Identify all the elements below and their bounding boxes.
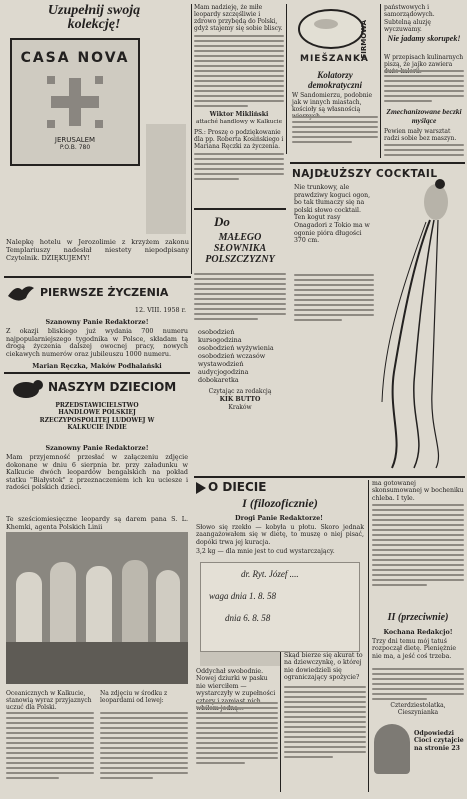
dictionary-word: osobodzień wyżywienia (198, 344, 274, 353)
wishes-signature: Marian Ręczka, Maków Podhalański (32, 362, 162, 370)
children-salutation: Szanowny Panie Redaktorze! (45, 444, 149, 452)
diet-sub: I (filozoficznie) (242, 496, 318, 510)
dictionary-word: osobodzień (198, 328, 235, 337)
dictionary-reader: Czytając za redakcją (208, 388, 272, 396)
collection-section (4, 4, 190, 236)
diet-salutation: Drogi Panie Redaktorze! (235, 514, 323, 522)
answer-note: Odpowiedzi Cioci czytajcie na stronie 23 (414, 730, 464, 752)
diet-body: Słowo się rzekło — kobyła u płotu. Skoro jednak zaangażowałem się w dietę, to muszę o niej pisać, dopóki trwa jej kuracja. (196, 524, 364, 546)
letter-sig-role: attaché handlowy w Kalkucie (195, 118, 283, 125)
przeciwnie-signature: Czterdziestolatka, Cieszynianka (390, 702, 446, 716)
dictionary-word: wystawodzień (198, 360, 244, 369)
wishes-title: PIERWSZE ŻYCZENIA (40, 286, 169, 299)
children-title: NASZYM DZIECIOM (48, 380, 177, 394)
column-rule (191, 4, 192, 274)
strip-text: państwowych i samorządowych. (384, 4, 435, 18)
children-body: Mam przyjemność przesłać w załączeniu zdjęcie dokonane w dniu 6 sierpnia br. przy załadunku w Kalkucie dwóch leopardów bengalskich na pokład statku "Białystok" z przeznaczeniem ich ku uciesze i radości polskich dzieci. (6, 453, 188, 492)
wishes-body: Z okazji bliskiego już wydania 700 numeru najpopularniejszego tygodnika w Polsce, składam tą drogą życzenia dalszej owocnej pracy, nowych ciekawych numerów oraz jubileuszu 1000 numeru. (6, 327, 188, 358)
kolatorzy-text: W Sandomierzu, podobnie jak w innych miastach, kościoły są własnością (292, 92, 373, 113)
dictionary-word: audycjogodzina (198, 368, 249, 377)
przeciwnie-body: Trzy dni temu mój tatuś rozpoczął dietę. Pieniężnie nie ma, a jeść coś trzeba. (372, 638, 457, 660)
wishes-section (4, 280, 190, 366)
scale-ticket (200, 562, 360, 652)
przeciwnie-salutation: Kochana Redakcjo! (383, 628, 453, 636)
lemon-icon (296, 6, 366, 52)
dictionary-word: dobokaretka (198, 376, 239, 385)
wishes-salutation: Szanowny Panie Redaktorze! (45, 318, 149, 326)
girl-portrait (374, 724, 410, 774)
letter-signature: Wiktor Mikliński (209, 111, 269, 118)
beczki-heading: Zmechanizowane beczki myślące (386, 107, 462, 125)
brand-side: FIRMOWA (360, 20, 368, 59)
collection-heading: Uzupełnij swoją kolekcję! (47, 4, 141, 32)
leopard-icon (10, 378, 44, 400)
brand-title: MIEŠZANKA (300, 54, 369, 64)
hotel-label (10, 38, 140, 166)
cocktail-title: NAJDŁUŻSZY COCKTAIL (292, 168, 438, 180)
skorupki-heading: Nie jadamy skorupek! (387, 34, 461, 43)
label-city: JERUSALEM (54, 135, 96, 144)
dictionary-title: MAŁEGO SŁOWNIKA POLSZCZYZNY (205, 232, 275, 266)
dictionary-city: Kraków (228, 403, 252, 411)
attache-letter (194, 4, 284, 206)
children-section (4, 372, 190, 796)
arrow-right-icon (196, 482, 206, 494)
dictionary-signature: KIK BUTTO (219, 395, 261, 403)
diet-title: O DIECIE (208, 480, 267, 494)
loading-photo (6, 532, 188, 684)
handwriting-line-1: dr. Ryt. Józef .... (241, 569, 299, 579)
dictionary-section (194, 208, 286, 474)
dictionary-words (194, 328, 286, 384)
beczki-text: Pewien mały warsztat radzi sobie bez maszyn. (384, 128, 457, 142)
letter-body (194, 35, 284, 107)
dictionary-word: osobodzień wczasów (198, 352, 266, 361)
man-photo (200, 652, 280, 666)
strip-text-2: Subtelną aluzję wyczuwamy. (384, 19, 431, 33)
kolatorzy-heading: Kolatorzy demokratyczni (308, 70, 362, 90)
cocktail-section (290, 162, 465, 474)
wishes-date: 12. VIII. 1958 r. (134, 306, 186, 314)
collection-caption: Nalepkę hotelu w Jerozolimie z krzyżem zakonu Templariuszy nadesłał niestety niepodpisany Czytelnik. DZIĘKUJEMY! (6, 238, 189, 262)
children-body-2: Te sześciomiesięczne leopardy są darem pana S. L. Khemki, agenta Polskich Linii (6, 515, 188, 531)
dark-stripe (146, 124, 186, 234)
cocktail-text: Nie trunkowy, ale prawdziwy koguci ogon, bo tak tłumaczy się na polski słowo cocktail. Ten kogut rasy Onagadori z Tokio ma w ogonie pióra długości 370 cm. (294, 184, 371, 245)
przeciwnie-title: II (przeciwnie) (387, 612, 449, 623)
dictionary-word: kursogodzina (198, 336, 242, 345)
handwriting-line-2: waga dnia 1. 8. 58 (209, 591, 277, 601)
label-name: CASA NOVA (20, 50, 130, 66)
mieszanka-section (290, 4, 465, 162)
rooster-tail-icon (374, 172, 464, 472)
bottom-right-text: Skąd bierze się akurat to na dziewczynkę, o której nie dowiedzieli się ograniczający spożycie? (284, 652, 363, 682)
children-sender: PRZEDSTAWICIELSTWO HANDLOWE POLSKIEJ RZECZYPOSPOLITEJ LUDOWEJ W KALKUCIE INDIE (39, 402, 155, 432)
label-pobox: P.O.B. 780 (59, 144, 91, 152)
letter-intro: Mam nadzieję, że miłe leopardy szczęśliwie i zdrowo przybędą do Polski, gdyż stajemy się sobie bliscy. (194, 4, 283, 32)
photo-caption-a: Oceanicznych w Kalkucie, stanowią wyraz przyjaznych uczuć dla Polski. (6, 690, 92, 712)
skorupki-text: W przepisach kulinarnych piszą, że jajko zawiera (384, 54, 464, 68)
column-rule (286, 4, 287, 154)
diet-section (194, 476, 465, 796)
diet-col2: ma gotowanej skonsumowanej w bocheniku chleba. I tyle. (372, 480, 464, 502)
photo-caption-b: Na zdjęciu w środku z leopardami od lewej: (100, 690, 168, 705)
letter-ps: PS.: Proszę o podziękowanie dla pp. Roberta Kosińskiego i Mariana Ręczki za życzenia. (194, 128, 284, 150)
diet-body-b: 3,2 kg — dla mnie jest to cud wystarczający. (196, 548, 335, 555)
bottom-left-text: Oddychał swobodnie. Nowej dziurki w pasku nie wierciłem — wystarczyły w zupełności (196, 668, 276, 698)
dove-icon (6, 282, 36, 306)
dictionary-pre: Do (214, 214, 230, 229)
handwriting-line-3: dnia 6. 8. 58 (225, 613, 271, 623)
jerusalem-cross-icon (45, 74, 105, 130)
